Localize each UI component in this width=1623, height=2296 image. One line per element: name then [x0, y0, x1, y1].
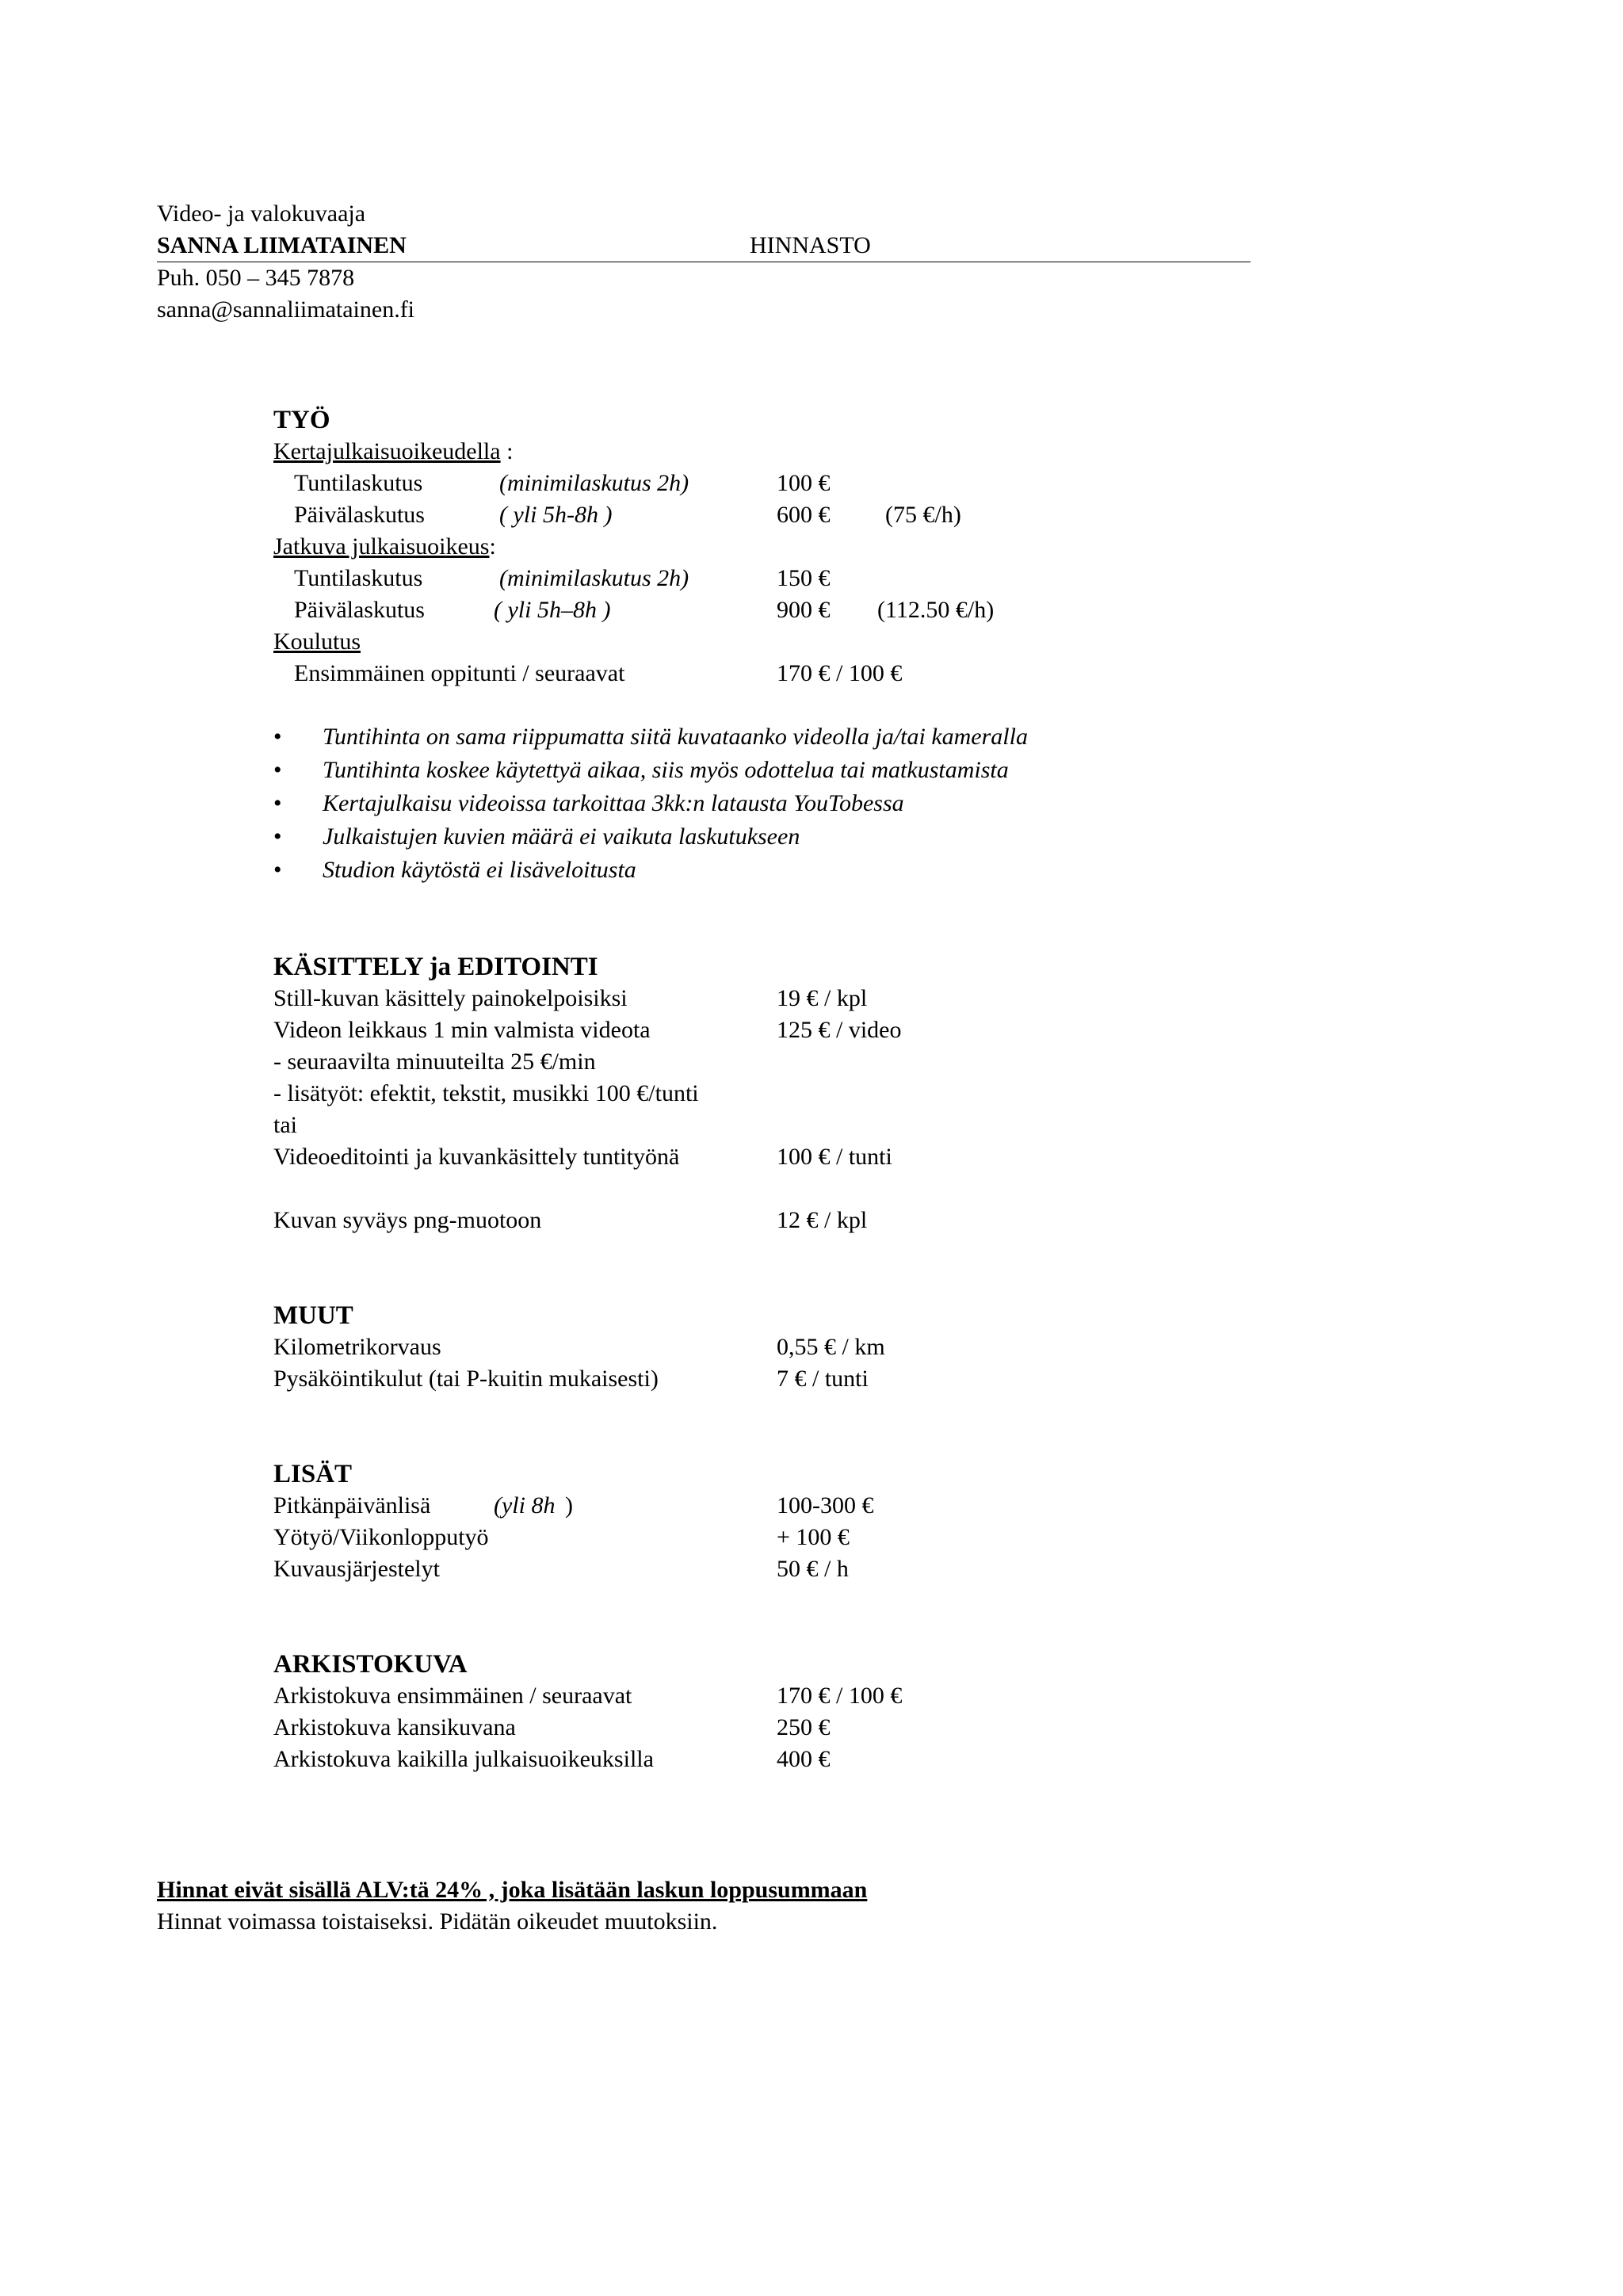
bullet-icon: •	[273, 823, 282, 850]
profession-line: Video- ja valokuvaaja	[157, 201, 366, 227]
price-row: - lisätyöt: efektit, tekstit, musikki 100 €/tunti	[273, 1080, 699, 1106]
price-row: Arkistokuva ensimmäinen / seuraavat 170 € / 100 €	[273, 1683, 903, 1709]
price-row: Kilometrikorvaus 0,55 € / km	[273, 1334, 885, 1360]
footer-notes	[157, 1874, 867, 1938]
section-title-kasittely: KÄSITTELY ja EDITOINTI	[273, 953, 598, 981]
bullet-icon: •	[273, 790, 282, 816]
subheading-kertajulkaisu: Kertajulkaisuoikeudella :	[273, 438, 514, 464]
section-title-muut: MUUT	[273, 1301, 353, 1330]
price-row: tai	[273, 1112, 297, 1138]
list-item: • Julkaistujen kuvien määrä ei vaikuta laskutukseen	[273, 821, 1304, 854]
price-row: Pysäköintikulut (tai P-kuitin mukaisesti) 7 € / tunti	[273, 1366, 869, 1392]
letterhead	[157, 198, 1251, 326]
photographer-name: SANNA LIIMATAINEN	[157, 232, 407, 258]
subheading-jatkuva: Jatkuva julkaisuoikeus:	[273, 533, 496, 560]
list-item: • Tuntihinta koskee käytettyä aikaa, siis myös odottelua tai matkustamista	[273, 755, 1304, 788]
list-item: • Kertajulkaisu videoissa tarkoittaa 3kk:n latausta YouTobessa	[273, 788, 1304, 821]
price-row: Tuntilaskutus (minimilaskutus 2h) 100 €	[294, 470, 831, 496]
bullet-icon: •	[273, 757, 282, 783]
list-item: • Studion käytöstä ei lisäveloitusta	[273, 854, 1304, 888]
document-title: HINNASTO	[750, 232, 871, 258]
price-row: Päivälaskutus ( yli 5h–8h ) 900 € (112.50 €/h)	[294, 597, 995, 623]
list-item: • Tuntihinta on sama riippumatta siitä kuvataanko videolla ja/tai kameralla	[273, 721, 1304, 755]
phone-number: Puh. 050 – 345 7878	[157, 265, 355, 291]
email-address: sanna@sannaliimatainen.fi	[157, 296, 415, 323]
bullet-icon: •	[273, 857, 282, 883]
price-row: Still-kuvan käsittely painokelpoisiksi 19 € / kpl	[273, 985, 868, 1011]
price-row: Arkistokuva kansikuvana 250 €	[273, 1714, 831, 1740]
price-row: Tuntilaskutus (minimilaskutus 2h) 150 €	[294, 565, 831, 591]
price-row: Videon leikkaus 1 min valmista videota 125 € / video	[273, 1017, 902, 1043]
price-row: Ensimmäinen oppitunti / seuraavat 170 € / 100 €	[294, 660, 903, 686]
section-title-arkistokuva: ARKISTOKUVA	[273, 1650, 468, 1679]
validity-notice: Hinnat voimassa toistaiseksi. Pidätän oikeudet muutoksiin.	[157, 1908, 718, 1935]
section-title-lisat: LISÄT	[273, 1460, 353, 1488]
vat-notice: Hinnat eivät sisällä ALV:tä 24% , joka lisätään laskun loppusummaan	[157, 1877, 868, 1903]
price-row: Pitkänpäivänlisä (yli 8h ) 100-300 €	[273, 1492, 874, 1519]
price-row: - seuraavilta minuuteilta 25 €/min	[273, 1049, 596, 1075]
price-row: Kuvan syväys png-muotoon 12 € / kpl	[273, 1207, 868, 1233]
price-row: Videoeditointi ja kuvankäsittely tuntityönä 100 € / tunti	[273, 1144, 892, 1170]
name-title-line	[157, 230, 1251, 262]
bullet-icon: •	[273, 724, 282, 750]
section-title-tyo: TYÖ	[273, 406, 330, 434]
terms-list	[273, 721, 1304, 888]
subheading-koulutus: Koulutus	[273, 628, 361, 655]
price-row: Arkistokuva kaikilla julkaisuoikeuksilla 400 €	[273, 1746, 831, 1772]
price-content	[273, 404, 1304, 1775]
price-row: Yötyö/Viikonlopputyö + 100 €	[273, 1524, 850, 1550]
price-row: Kuvausjärjestelyt 50 € / h	[273, 1556, 849, 1582]
price-row: Päivälaskutus ( yli 5h-8h ) 600 € (75 €/h)	[294, 502, 961, 528]
